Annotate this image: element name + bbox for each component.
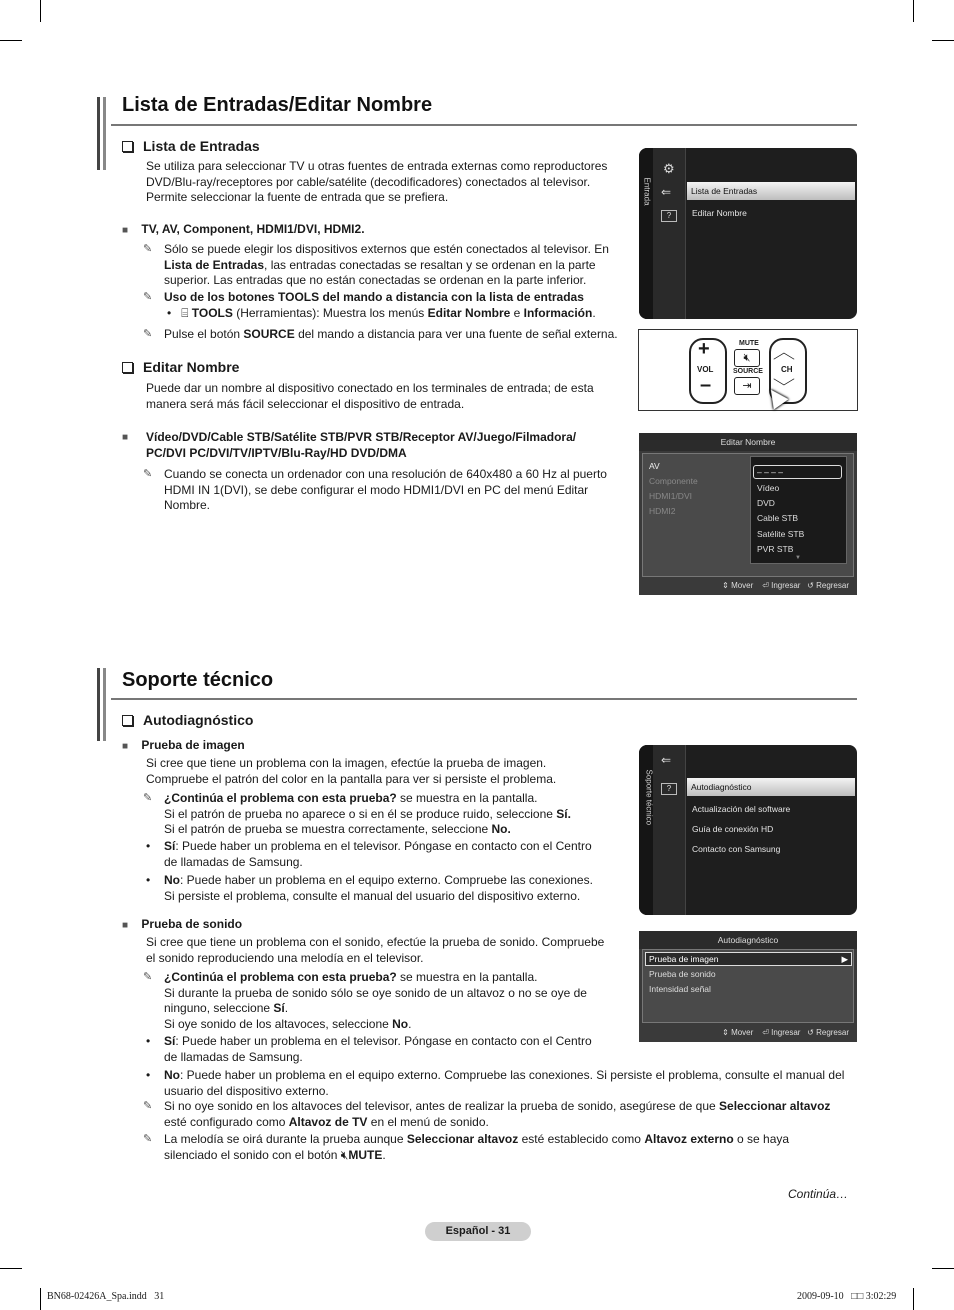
help-icon: ? — [661, 210, 677, 222]
input-plug-icon: ⇐ — [661, 753, 672, 767]
intro-paragraph: Puede dar un nombre al dispositivo conectado en los terminales de entrada; de esta manera será más fácil seleccionar el dispositivo de entrada. — [146, 381, 594, 411]
chevron-up-icon[interactable]: ︿ — [772, 345, 796, 362]
vol-label: VOL — [697, 365, 714, 374]
ch-label: CH — [781, 365, 793, 374]
note-item: ✎ ¿Continúa el problema con esta prueba? se muestra en la pantalla. Si durante la prueba de sonido sólo se oye sonido de un altavoz o no se oye de ninguno, seleccione Sí. Si oye sonido de los altavoces, seleccione No. — [143, 970, 587, 1031]
name-dropdown[interactable] — [750, 456, 847, 564]
return-icon: ↺ — [807, 581, 814, 590]
source-label: SOURCE — [733, 368, 763, 375]
mute-label: MUTE — [739, 340, 759, 347]
input-list-item[interactable]: AV — [649, 461, 660, 471]
note-icon: ✎ — [143, 468, 153, 480]
menu-item[interactable]: Guía de conexión HD — [692, 824, 774, 834]
bullet-item: ■ Vídeo/DVD/Cable STB/Satélite STB/PVR STB/Receptor AV/Juego/Filmadora/ PC/DVI PC/DVI/TV/IPTV/Blu-Ray/HD DVD/DMA — [122, 430, 577, 460]
section-title: Soporte técnico — [122, 669, 274, 691]
minus-icon[interactable]: – — [700, 374, 712, 396]
option-item[interactable]: Satélite STB — [757, 529, 805, 539]
note-icon: ✎ — [143, 1133, 153, 1145]
mute-icon: 🔇︎ — [340, 1147, 349, 1162]
chevron-down-icon[interactable]: ﹀ — [772, 379, 796, 396]
menu-item-selected[interactable]: Lista de Entradas — [687, 182, 855, 200]
dialog-title: Autodiagnóstico — [639, 931, 857, 949]
input-list-item[interactable]: HDMI1/DVI — [649, 491, 692, 501]
test-item-selected[interactable]: Prueba de imagen ▶ — [645, 952, 852, 966]
dot-item: • No: Puede haber un problema en el equipo externo. Compruebe las conexiones. Si persiste el problema, consulte el manual del usuario del dispositivo externo. — [146, 873, 593, 903]
play-arrow-icon: ▶ — [841, 954, 848, 964]
continued-label: Continúa… — [788, 1187, 849, 1201]
option-item[interactable]: PVR STB — [757, 544, 794, 554]
note-item: ✎ Sólo se puede elegir los dispositivos externos que estén conectados al televisor. En Lista de Entradas, las entradas conectadas se resaltan y se ordenan en la parte superior. Las entradas que no están conectadas se ordenan en la parte inferior. — [143, 242, 609, 287]
move-icon: ⇕ — [722, 581, 729, 590]
bullet-item: ■ TV, AV, Component, HDMI1/DVI, HDMI2. — [122, 222, 365, 236]
note-icon: ✎ — [143, 1100, 153, 1112]
tv-menu-input — [639, 148, 857, 319]
dot-item: • No: Puede haber un problema en el equipo externo. Compruebe las conexiones. Si persiste el problema, consulte el manual del usuario del dispositivo externo. — [146, 1068, 845, 1098]
bullet-item: ■ Prueba de imagen — [122, 738, 245, 752]
option-item[interactable]: Cable STB — [757, 513, 799, 523]
note-item: ✎ La melodía se oirá durante la prueba aunque Seleccionar altavoz esté establecido como Altavoz externo o se haya silenciado el sonido con el botón 🔇︎MUTE. — [143, 1132, 790, 1162]
square-bullet-icon: ■ — [122, 741, 129, 752]
checkbox-icon — [122, 141, 133, 152]
note-item: ✎ ¿Continúa el problema con esta prueba? se muestra en la pantalla. Si el patrón de prueba no aparece o si en él se produce ruido, seleccione Sí. Si el patrón de prueba se muestra correctamente, seleccione No. — [143, 791, 571, 836]
menu-item[interactable]: Contacto con Samsung — [692, 844, 781, 854]
input-plug-icon: ⇐ — [661, 185, 672, 199]
section-title: Lista de Entradas/Editar Nombre — [122, 94, 433, 116]
note-icon: ✎ — [143, 291, 153, 303]
help-icon: ? — [661, 783, 677, 795]
subsection-heading: Autodiagnóstico — [122, 712, 253, 728]
remote-control-panel — [638, 329, 858, 411]
tv-menu-support — [639, 745, 857, 915]
note-item: ✎ Uso de los botones TOOLS del mando a distancia con la lista de entradas • ⌸ TOOLS (Herramientas): Muestra los menús Editar Nombre e Información. — [143, 290, 596, 320]
menu-item[interactable]: Actualización del software — [692, 804, 791, 814]
square-bullet-icon: ■ — [122, 920, 129, 931]
dot-item: • Sí: Puede haber un problema en el televisor. Póngase en contacto con el Centro de llamadas de Samsung. — [146, 839, 592, 869]
mute-icon[interactable]: 🔇︎ — [734, 349, 760, 367]
enter-icon: ⏎ — [762, 581, 769, 590]
note-item: ✎ Si no oye sonido en los altavoces del televisor, antes de realizar la prueba de sonido, asegúrese de que Seleccionar altavoz esté configurado como Altavoz de TV en el menú de sonido. — [143, 1099, 831, 1129]
intro-paragraph: Si cree que tiene un problema con la imagen, efectúe la prueba de imagen. Compruebe el patrón del color en la pantalla para ver si persiste el problema. — [146, 756, 557, 786]
square-bullet-icon: ■ — [122, 432, 129, 443]
input-list-item[interactable]: Componente — [649, 476, 698, 486]
note-icon: ✎ — [143, 792, 153, 804]
dialog-footer: ⇕ Mover ⏎ Ingresar ↺ Regresar — [722, 581, 849, 590]
file-info: BN68-02426A_Spa.indd 31 — [47, 1291, 165, 1302]
move-icon: ⇕ — [722, 1028, 729, 1037]
side-label: Soporte técnico — [644, 769, 654, 826]
menu-item[interactable]: Editar Nombre — [692, 208, 747, 218]
dialog-title: Editar Nombre — [639, 433, 857, 451]
title-rule — [111, 124, 857, 126]
note-item: ✎ Cuando se conecta un ordenador con una resolución de 640x480 a 60 Hz al puerto HDMI IN 1(DVI), se debe configurar el modo HDMI1/DVI en PC del menú Editar Nombre. — [143, 467, 607, 512]
note-icon: ✎ — [143, 971, 153, 983]
tools-icon: ⌸ — [181, 305, 189, 320]
intro-paragraph: Se utiliza para seleccionar TV u otras fuentes de entrada externas como reproductores DVD/Blu-ray/receptores por cable/satélite (decodificadores) conectados al televisor. Permite seleccionar la fuente de entrada que se prefiera. — [146, 159, 608, 204]
gear-icon: ⚙ — [663, 161, 675, 176]
input-list-item[interactable]: HDMI2 — [649, 506, 676, 516]
test-item[interactable]: Prueba de sonido — [649, 969, 716, 979]
side-label: Entrada — [642, 177, 652, 206]
option-item[interactable]: DVD — [757, 498, 775, 508]
checkbox-icon — [122, 362, 133, 373]
intro-paragraph: Si cree que tiene un problema con el sonido, efectúe la prueba de sonido. Compruebe el sonido reproduciendo una melodía en el televisor. — [146, 935, 605, 965]
option-item[interactable]: Vídeo — [757, 483, 780, 493]
note-item: ✎ Pulse el botón SOURCE del mando a distancia para ver una fuente de señal externa. — [143, 327, 618, 341]
subsection-heading: Editar Nombre — [122, 359, 239, 375]
test-item[interactable]: Intensidad señal — [649, 984, 711, 994]
section-bar-decoration — [97, 97, 109, 170]
edit-name-dialog — [639, 433, 857, 595]
subsection-heading: Lista de Entradas — [122, 138, 260, 154]
scroll-down-icon[interactable]: ▼ — [795, 555, 801, 561]
section-bar-decoration — [97, 668, 109, 741]
square-bullet-icon: ■ — [122, 225, 129, 236]
name-field[interactable]: – – – – — [753, 465, 842, 479]
note-icon: ✎ — [143, 243, 153, 255]
page-number-badge: Español - 31 — [425, 1222, 531, 1241]
plus-icon[interactable]: + — [698, 338, 710, 360]
enter-icon: ⏎ — [762, 1028, 769, 1037]
note-icon: ✎ — [143, 328, 153, 340]
date-info: 2009-09-10 □□ 3:02:29 — [797, 1291, 897, 1302]
source-icon[interactable]: ⇥ — [734, 377, 760, 395]
dot-item: • Sí: Puede haber un problema en el televisor. Póngase en contacto con el Centro de llamadas de Samsung. — [146, 1034, 592, 1064]
menu-item-selected[interactable]: Autodiagnóstico — [687, 778, 855, 796]
bullet-item: ■ Prueba de sonido — [122, 917, 243, 931]
return-icon: ↺ — [807, 1028, 814, 1037]
title-rule — [111, 698, 857, 700]
self-diagnosis-dialog — [639, 931, 857, 1042]
checkbox-icon — [122, 715, 133, 726]
dialog-footer: ⇕ Mover ⏎ Ingresar ↺ Regresar — [722, 1028, 849, 1037]
